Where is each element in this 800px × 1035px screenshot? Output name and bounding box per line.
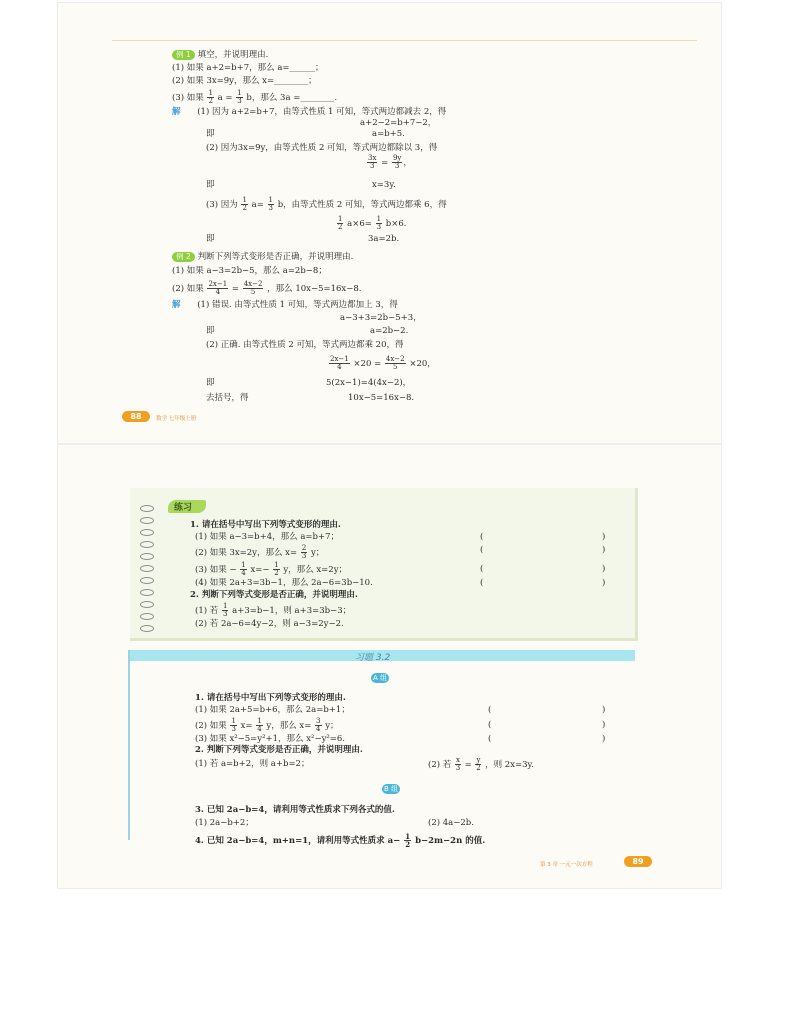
hw-a1-1: (1) 如果 2a+5=b+6，那么 2a=b+1； <box>195 705 350 715</box>
ex2-step2d-label: 去括号，得 <box>206 393 249 403</box>
example-1-title: 填空，并说明理由. <box>197 50 269 60</box>
ex1-step3c: 3a=2b. <box>368 234 400 244</box>
exercise-1-2: (2) 如果 3x=2y，那么 x= $\frac{2}{3}$ y； <box>195 544 325 560</box>
group-a-badge: A 组 <box>372 674 387 682</box>
ex1-q3-post: b，那么 3a =________. <box>246 93 338 103</box>
answer-paren-open: ( <box>480 564 484 574</box>
ex1-solution-1 <box>172 107 446 118</box>
ex1-step1: (1) 因为 a+2=b+7，由等式性质 1 可知，等式两边都减去 2，得 <box>197 107 447 117</box>
ex2-step1c-label: 即 <box>206 326 215 336</box>
ex2-step2c: 5(2x−1)=4(4x−2)， <box>326 378 412 388</box>
answer-paren-open: ( <box>480 545 484 555</box>
ex1-step2c-label: 即 <box>206 180 215 190</box>
hw-b3-2: (2) 4a−2b. <box>428 818 474 828</box>
ex2-step1b: a−3+3=2b−5+3， <box>340 313 422 323</box>
ex1-step1b: a+2−2=b+7−2， <box>360 118 437 128</box>
answer-paren-open: ( <box>480 532 484 542</box>
hw-a1-2: (2) 如果 $\frac{1}{3}$ x= $\frac{1}{4}$ y，那么 x= $\frac{3}{4}$ y； <box>195 717 339 733</box>
solution-label: 解 <box>172 300 181 310</box>
example-2-title: 判断下列等式变形是否正确，并说明理由. <box>197 252 354 262</box>
solution-label: 解 <box>172 107 181 117</box>
binder-ring-icon <box>140 541 154 548</box>
example-2-tag: 例 2 <box>172 252 195 262</box>
footer-88: 数学 七年级上册 <box>156 416 197 422</box>
binder-ring-icon <box>140 601 154 608</box>
ex2-question-2: (2) 如果 $\frac{2x-1}{4}$ = $\frac{4x-2}{5}$ ，那么 10x−5=16x−8. <box>172 280 362 296</box>
ex1-question-3 <box>172 90 337 105</box>
ex2-question-1: (1) 如果 a−3=2b−5，那么 a=2b−8； <box>172 266 327 276</box>
exercise-2: 2. 判断下列等式变形是否正确，并说明理由. <box>190 590 358 600</box>
exercise-1-4: (4) 如果 2a+3=3b−1，那么 2a−6=3b−10. <box>195 578 373 588</box>
binder-ring-icon <box>140 505 154 512</box>
answer-paren-open: ( <box>488 705 492 715</box>
binder-ring-icon <box>140 625 154 632</box>
hw-b4: 4. 已知 2a−b=4，m+n=1，请利用等式性质求 a− $\frac{1}{2}$ b−2m−2n 的值. <box>195 832 486 849</box>
homework-title: 习题 3.2 <box>355 653 391 663</box>
ex2-step2: (2) 正确. 由等式性质 2 可知，等式两边都乘 20，得 <box>206 340 404 350</box>
exercise-title: 练习 <box>168 500 206 513</box>
homework-left-rule <box>128 650 130 840</box>
ex1-question-1: (1) 如果 a+2=b+7，那么 a=______； <box>172 63 324 73</box>
hw-a2-2: (2) 若 $\frac{x}{3}$ = $\frac{y}{2}$ ，则 2x=3y. <box>428 756 534 772</box>
ex1-step1c: a=b+5. <box>372 129 405 139</box>
example-1-tag: 例 1 <box>172 50 195 60</box>
hw-b3-1: (1) 2a−b+2； <box>195 818 254 828</box>
ex2-solution-1: 解 (1) 错误. 由等式性质 1 可知，等式两边都加上 3，得 <box>172 300 398 310</box>
ex1-step1c-label: 即 <box>206 129 215 139</box>
ex2-step1c: a=2b−2. <box>370 326 409 336</box>
fraction: $\frac{1}{2}$ <box>208 89 213 105</box>
example-2-header <box>172 252 353 263</box>
answer-paren-open: ( <box>480 578 484 588</box>
exercise-1: 1. 请在括号中写出下列等式变形的理由. <box>190 520 341 530</box>
answer-paren-open: ( <box>488 720 492 730</box>
ex1-step3: (3) 因为 $\frac{1}{2}$ a= $\frac{1}{3}$ b，由等式性质 2 可知，等式两边都乘 6，得 <box>206 196 447 212</box>
group-b-badge: B 组 <box>383 785 399 793</box>
ex2-step2c-label: 即 <box>206 378 215 388</box>
footer-89: 第 3 章 一元一次方程 <box>540 862 593 868</box>
answer-paren-close: ) <box>602 545 606 555</box>
ex1-step2: (2) 因为3x=9y，由等式性质 2 可知，等式两边都除以 3，得 <box>206 143 438 153</box>
ex1-question-2: (2) 如果 3x=9y，那么 x=________； <box>172 76 317 86</box>
answer-paren-open: ( <box>488 734 492 744</box>
ex1-step3c-label: 即 <box>206 234 215 244</box>
binder-ring-icon <box>140 517 154 524</box>
exercise-1-1: (1) 如果 a−3=b+4，那么 a=b+7； <box>195 532 339 542</box>
answer-paren-close: ) <box>602 734 606 744</box>
answer-paren-close: ) <box>602 578 606 588</box>
ex2-step2d: 10x−5=16x−8. <box>348 393 415 403</box>
ex1-q3-pre: (3) 如果 <box>172 93 204 103</box>
exercise-2-2: (2) 若 2a−6=4y−2，则 a−3=2y−2. <box>195 619 344 629</box>
hw-a2-1: (1) 若 a=b+2，则 a+b=2； <box>195 759 310 769</box>
exercise-2-1: (1) 若 $\frac{1}{3}$ a+3=b−1，则 a+3=3b−3； <box>195 602 352 618</box>
hw-b3: 3. 已知 2a−b=4，请利用等式性质求下列各式的值. <box>195 805 395 815</box>
answer-paren-close: ) <box>602 532 606 542</box>
answer-paren-close: ) <box>602 720 606 730</box>
ex2-step2b: $\frac{2x-1}{4}$ ×20 = $\frac{4x-2}{5}$ ×20， <box>330 355 436 371</box>
page-number-89: 89 <box>624 856 652 867</box>
binder-ring-icon <box>140 565 154 572</box>
hw-a1: 1. 请在括号中写出下列等式变形的理由. <box>195 693 346 703</box>
binder-ring-icon <box>140 529 154 536</box>
page-number-88: 88 <box>122 411 150 422</box>
binder-ring-icon <box>140 613 154 620</box>
answer-paren-close: ) <box>602 564 606 574</box>
fraction: $\frac{1}{3}$ <box>237 89 242 105</box>
answer-paren-close: ) <box>602 705 606 715</box>
binder-ring-icon <box>140 577 154 584</box>
ex1-step2c: x=3y. <box>372 180 396 190</box>
example-1-header <box>172 50 268 61</box>
hw-a1-3: (3) 如果 x²−5=y²+1，那么 x²−y²=6. <box>195 734 346 744</box>
ex1-step2b: $\frac{3x}{3}$ = $\frac{9y}{3}$ ， <box>368 154 412 170</box>
binder-ring-icon <box>140 553 154 560</box>
ex1-step3b: $\frac{1}{2}$ a×6= $\frac{1}{3}$ b×6. <box>338 215 407 231</box>
exercise-1-3: (3) 如果 − $\frac{1}{4}$ x=− $\frac{1}{2}$ y，那么 x=2y； <box>195 561 348 577</box>
binder-ring-icon <box>140 589 154 596</box>
top-divider <box>112 40 697 41</box>
hw-a2: 2. 判断下列等式变形是否正确，并说明理由. <box>195 745 363 755</box>
ex1-q3-mid: a = <box>217 93 233 103</box>
